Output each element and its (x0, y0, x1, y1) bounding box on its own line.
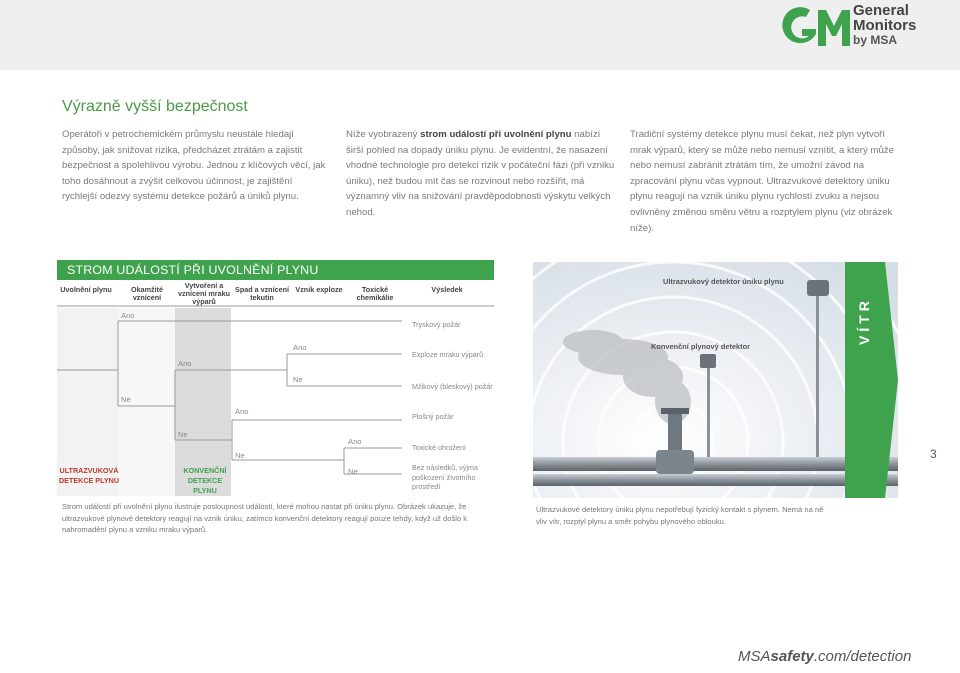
text-column-2 (346, 127, 616, 221)
conventional-detection-label: KONVENČNÍ DETEKCE PLYNU (183, 466, 227, 495)
tree-lines (57, 260, 495, 496)
text-column-1: Operátoři v petrochemickém průmyslu neustále hledají způsoby, jak snižovat rizika, předcházet ztrátám a zajistit bezpečnost a spolehlivou výrobu. Jednou z klíčových věcí, jak toho dosáhnout a zvýšit celkovou účinnost, je zajištění rychlejší odezvy systému detekce požárů a úniků plynu. (62, 129, 326, 203)
branch-ano-immediate: Ano (121, 311, 135, 320)
conventional-detector-label: Konvenční plynový detektor (651, 342, 750, 351)
ultrasonic-detection-label: ULTRAZVUKOVÁ DETEKCE PLYNU (58, 466, 120, 485)
branch-ano-liquid: Ano (235, 407, 249, 416)
event-tree (57, 260, 495, 496)
outcome-cloud-explosion: Exploze mraku výparů (412, 350, 484, 359)
col-header-immediate: Okamžité vznícení (131, 285, 163, 302)
ultrasonic-detector-label: Ultrazvukový detektor úniku plynu (663, 277, 784, 286)
outcome-pool-fire: Plošný požár (412, 412, 454, 421)
col-header-release: Uvolnění plynu (60, 285, 112, 294)
branch-ne-toxic: Ne (348, 467, 358, 476)
col-header-toxic: Toxické chemikálie (356, 285, 394, 302)
outcome-toxic: Toxické ohrožení (412, 443, 466, 452)
branch-ano-toxic: Ano (348, 437, 362, 446)
page-title: Výrazně vyšší bezpečnost (62, 98, 248, 115)
footer-url[interactable] (738, 648, 911, 665)
outcome-jet-fire: Tryskový požár (412, 320, 461, 329)
wind-label: VÍTR (856, 297, 872, 345)
leak-illustration (533, 262, 898, 498)
col-header-cloud: Vytvoření a vznícení mraku výparů (178, 281, 230, 306)
branch-ne-cloud: Ne (178, 430, 188, 439)
brand-line-2: Monitors (853, 17, 917, 34)
url-bold: safety (770, 648, 814, 665)
tree-caption: Strom událostí při uvolnění plynu ilustruje posloupnost událostí, které mohou nastat při úniku plynu. Obrázek ukazuje, že ultrazvukové plynové detektory reagují na vznik úniku, zatímco konvenční detektory reagují pouze tehdy, když už došlo k nahromadění plynu a vzniku mraku výparů. (62, 502, 468, 534)
branch-ne-explosion: Ne (293, 375, 303, 384)
col2-pre: Níže vyobrazený (346, 129, 421, 140)
brand-line-1: General (853, 2, 909, 19)
illustration-graphic (533, 262, 898, 498)
tree-heading: STROM UDÁLOSTÍ PŘI UVOLNĚNÍ PLYNU (57, 260, 494, 280)
outcome-flash-fire: Mžikový (bleskový) požár (412, 382, 493, 391)
branch-ano-explosion: Ano (293, 343, 307, 352)
outcome-no-consequence: Bez následků, výjma poškození životního prostředí (412, 463, 478, 491)
col-header-result: Výsledek (431, 285, 463, 294)
illustration-caption: Ultrazvukové detektory úniku plynu nepotřebují fyzický kontakt s plynem. Nemá na ně vliv vítr, rozptyl plynu a směr pohybu plynového oblouku. (536, 505, 824, 526)
branch-ne-liquid: Ne (235, 451, 245, 460)
col-header-liquid: Spad a vznícení tekutin (235, 285, 289, 302)
col2-bold: strom událostí při uvolnění plynu (420, 129, 572, 140)
branch-ne-immediate: Ne (121, 395, 131, 404)
page-number: 3 (930, 447, 937, 461)
brand-name (853, 3, 916, 48)
branch-ano-cloud: Ano (178, 359, 192, 368)
col2-post: nabízí širší pohled na dopady úniku plynu. Je evidentní, že nasazení vhodné technologie pro detekci rizik v počáteční fázi (při vzniku úniku), než budou mít čas se rozvinout nebo rozšířit, má významný vliv na snižování pravděpodobnosti výskytu velkých nehod. (346, 129, 615, 218)
url-pre: MSA (738, 648, 771, 665)
text-column-3: Tradiční systémy detekce plynu musí čekat, než plyn vytvoří mrak výparů, který se může nebo nemusí vznítit, a který může nebo nemusí zabránit ztrátám tím, že umožní závod na zpracování plynu včas vypnout. Ultrazvukové detektory úniku plynu reagují na vznik úniku plynu rychlostí zvuku a nejsou ovlivněny změnou směru větru a rozptylem plynu (viz obrázek níže). (630, 129, 894, 234)
brand-line-3: by MSA (853, 33, 898, 47)
col-header-explosion: Vznik exploze (295, 285, 343, 294)
url-post: .com/detection (813, 648, 912, 665)
